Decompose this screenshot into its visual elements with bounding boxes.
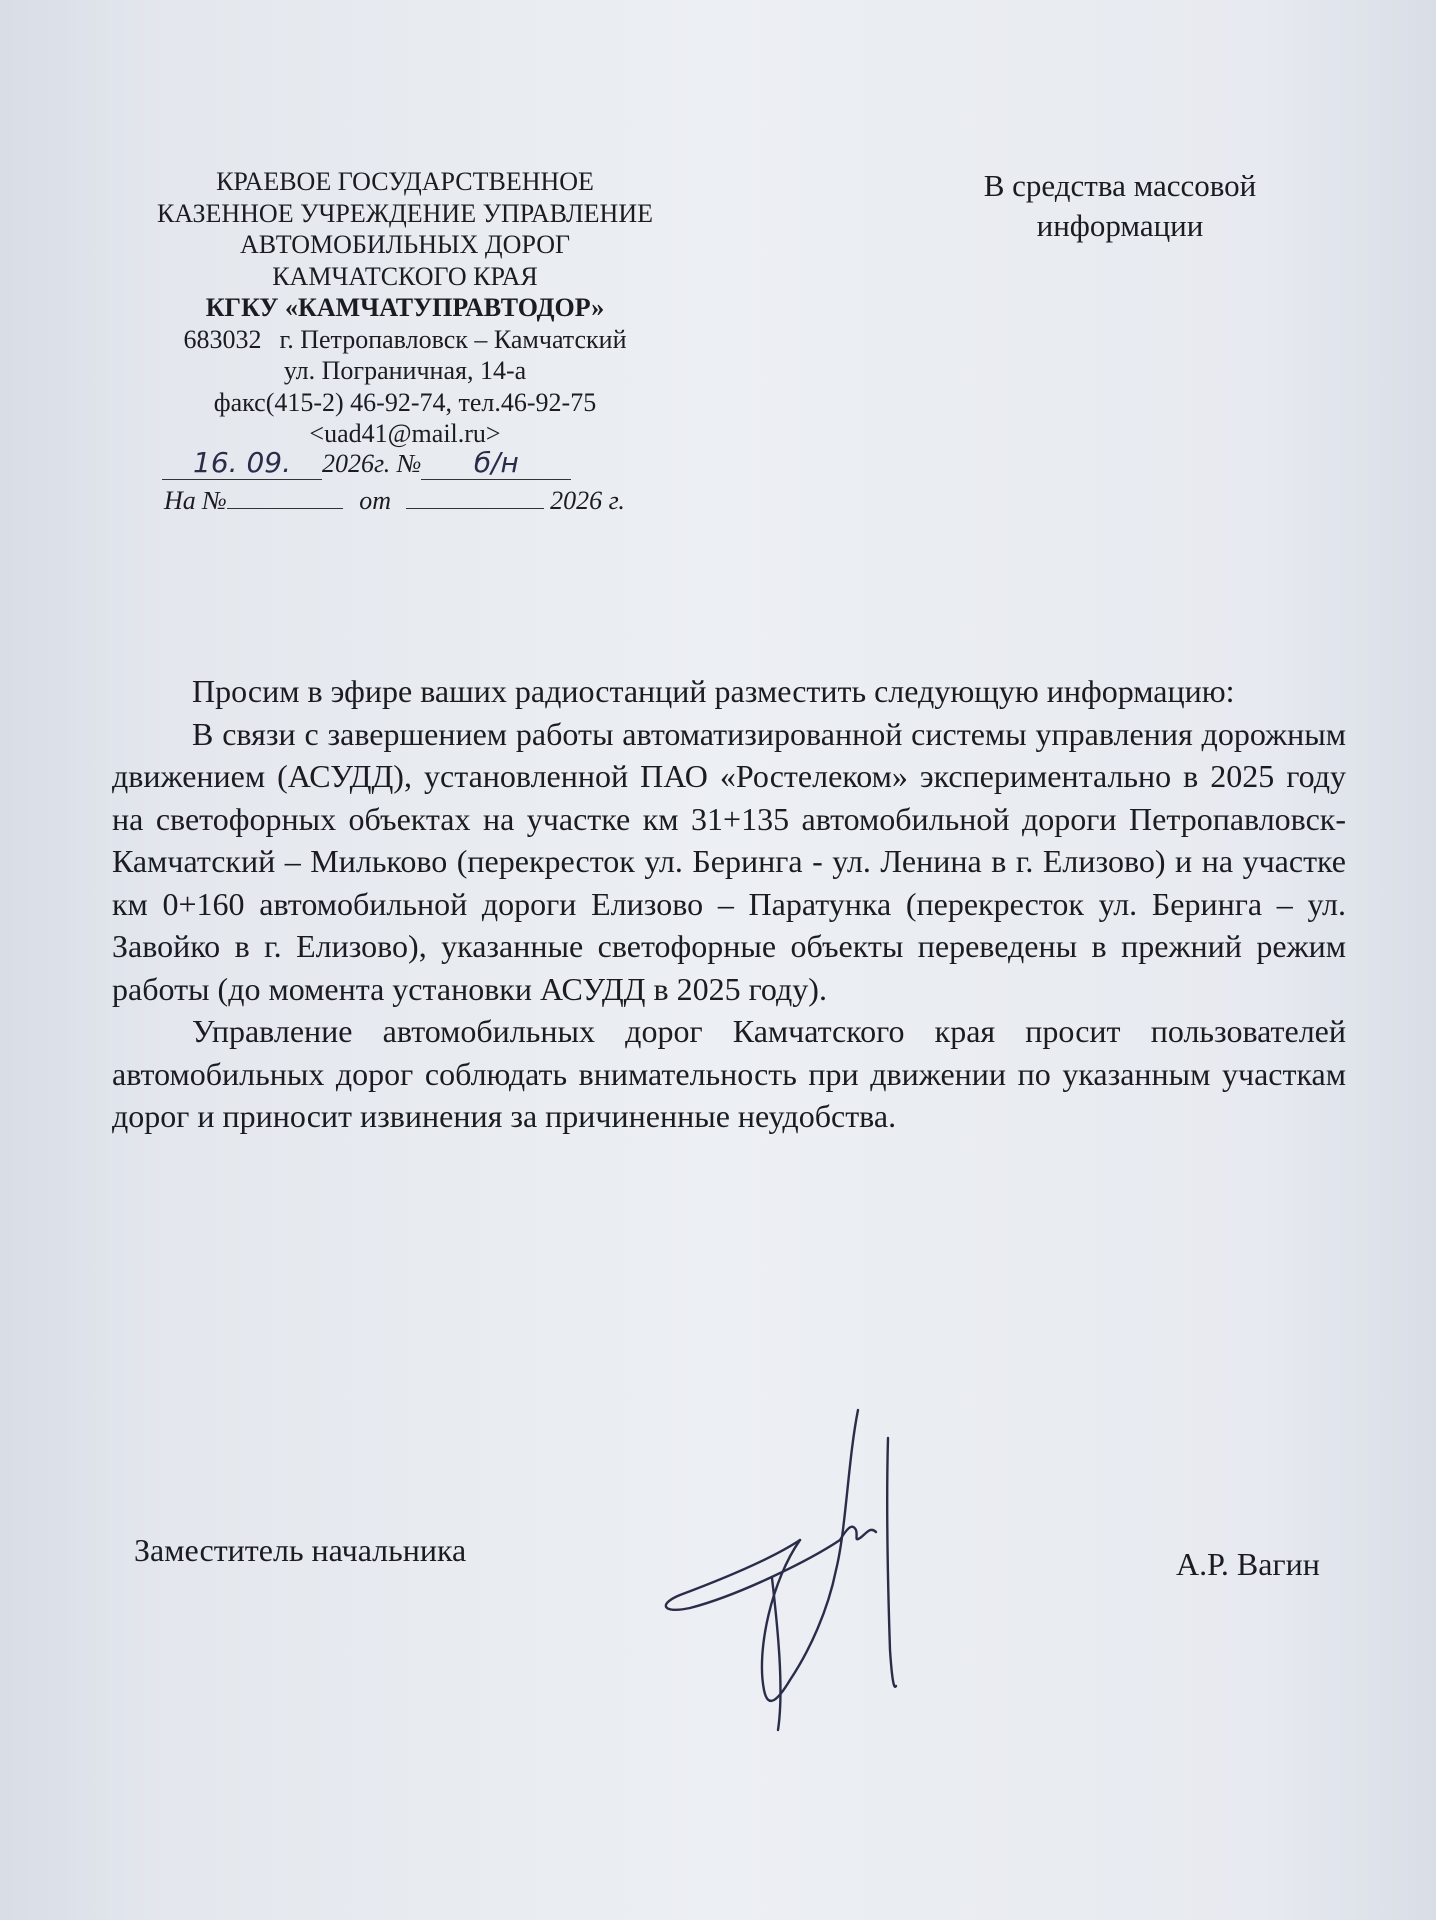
body-paragraph: Управление автомобильных дорог Камчатского края просит пользователей автомобильных дорог соблюдать внимательность при движении по указанным участкам дорог и приносит извинения за причиненные неудобства. <box>112 1013 1346 1134</box>
letterhead-line: АВТОМОБИЛЬНЫХ ДОРОГ <box>239 230 571 259</box>
number-label: № <box>396 449 422 478</box>
letterhead-line: КАМЧАТСКОГО КРАЯ <box>272 261 538 291</box>
body-paragraph: В связи с завершением работы автоматизированной системы управления дорожным движением (АСУДД), установленной ПАО «Ростелеком» экспериментально в 2025 году на светофорных объектах на участке км 31+135 автомобильной дороги Петропавловск-Камчатский – Мильково (перекресток ул. Беринга - ул. Ленина в г. Елизово) и на участке км 0+160 автомобильной дороги Елизово – Паратунка (перекресток ул. Беринга – ул. Завойко в г. Елизово), указанные светофорные объекты переведены в прежний режим работы (до момента установки АСУДД в 2025 году). <box>112 715 1346 1007</box>
letterhead-line: КРАЕВОЕ ГОСУДАРСТВЕННОЕ <box>216 167 594 196</box>
addressee-line: В средства массовой <box>983 168 1257 203</box>
signatory-title: Заместитель начальника <box>134 1532 467 1568</box>
reference-row <box>164 486 634 516</box>
letterhead <box>120 166 690 450</box>
registration-year: 2026г. <box>322 449 391 478</box>
handwritten-date: 16. 09. <box>162 446 322 480</box>
handwritten-number: б/н <box>421 446 571 480</box>
email-address: <uad41@mail.ru> <box>309 419 501 448</box>
city: г. Петропавловск – Камчатский <box>279 324 627 354</box>
addressee-line: информации <box>1036 208 1204 243</box>
letter-body <box>112 670 1346 1138</box>
ref-year: 2026 г. <box>550 486 625 515</box>
letterhead-line: КАЗЕННОЕ УЧРЕЖДЕНИЕ УПРАВЛЕНИЕ <box>157 198 653 228</box>
registration-row <box>162 446 632 480</box>
ref-from-label: от <box>359 486 392 515</box>
phone-fax: факс(415-2) 46-92-74, тел.46-92-75 <box>213 387 597 417</box>
street-address: ул. Пограничная, 14-а <box>283 356 527 385</box>
organization-short-name: КГКУ «КАМЧАТУПРАВТОДОР» <box>205 293 605 322</box>
signatory-name: А.Р. Вагин <box>1176 1546 1320 1582</box>
addressee <box>900 166 1340 246</box>
postcode: 683032 <box>183 324 262 354</box>
address-city-row <box>120 324 690 356</box>
body-paragraph: Просим в эфире ваших радиостанций разместить следующую информацию: <box>192 673 1235 709</box>
ref-number-label: На № <box>164 486 227 515</box>
handwritten-signature <box>660 1390 920 1750</box>
